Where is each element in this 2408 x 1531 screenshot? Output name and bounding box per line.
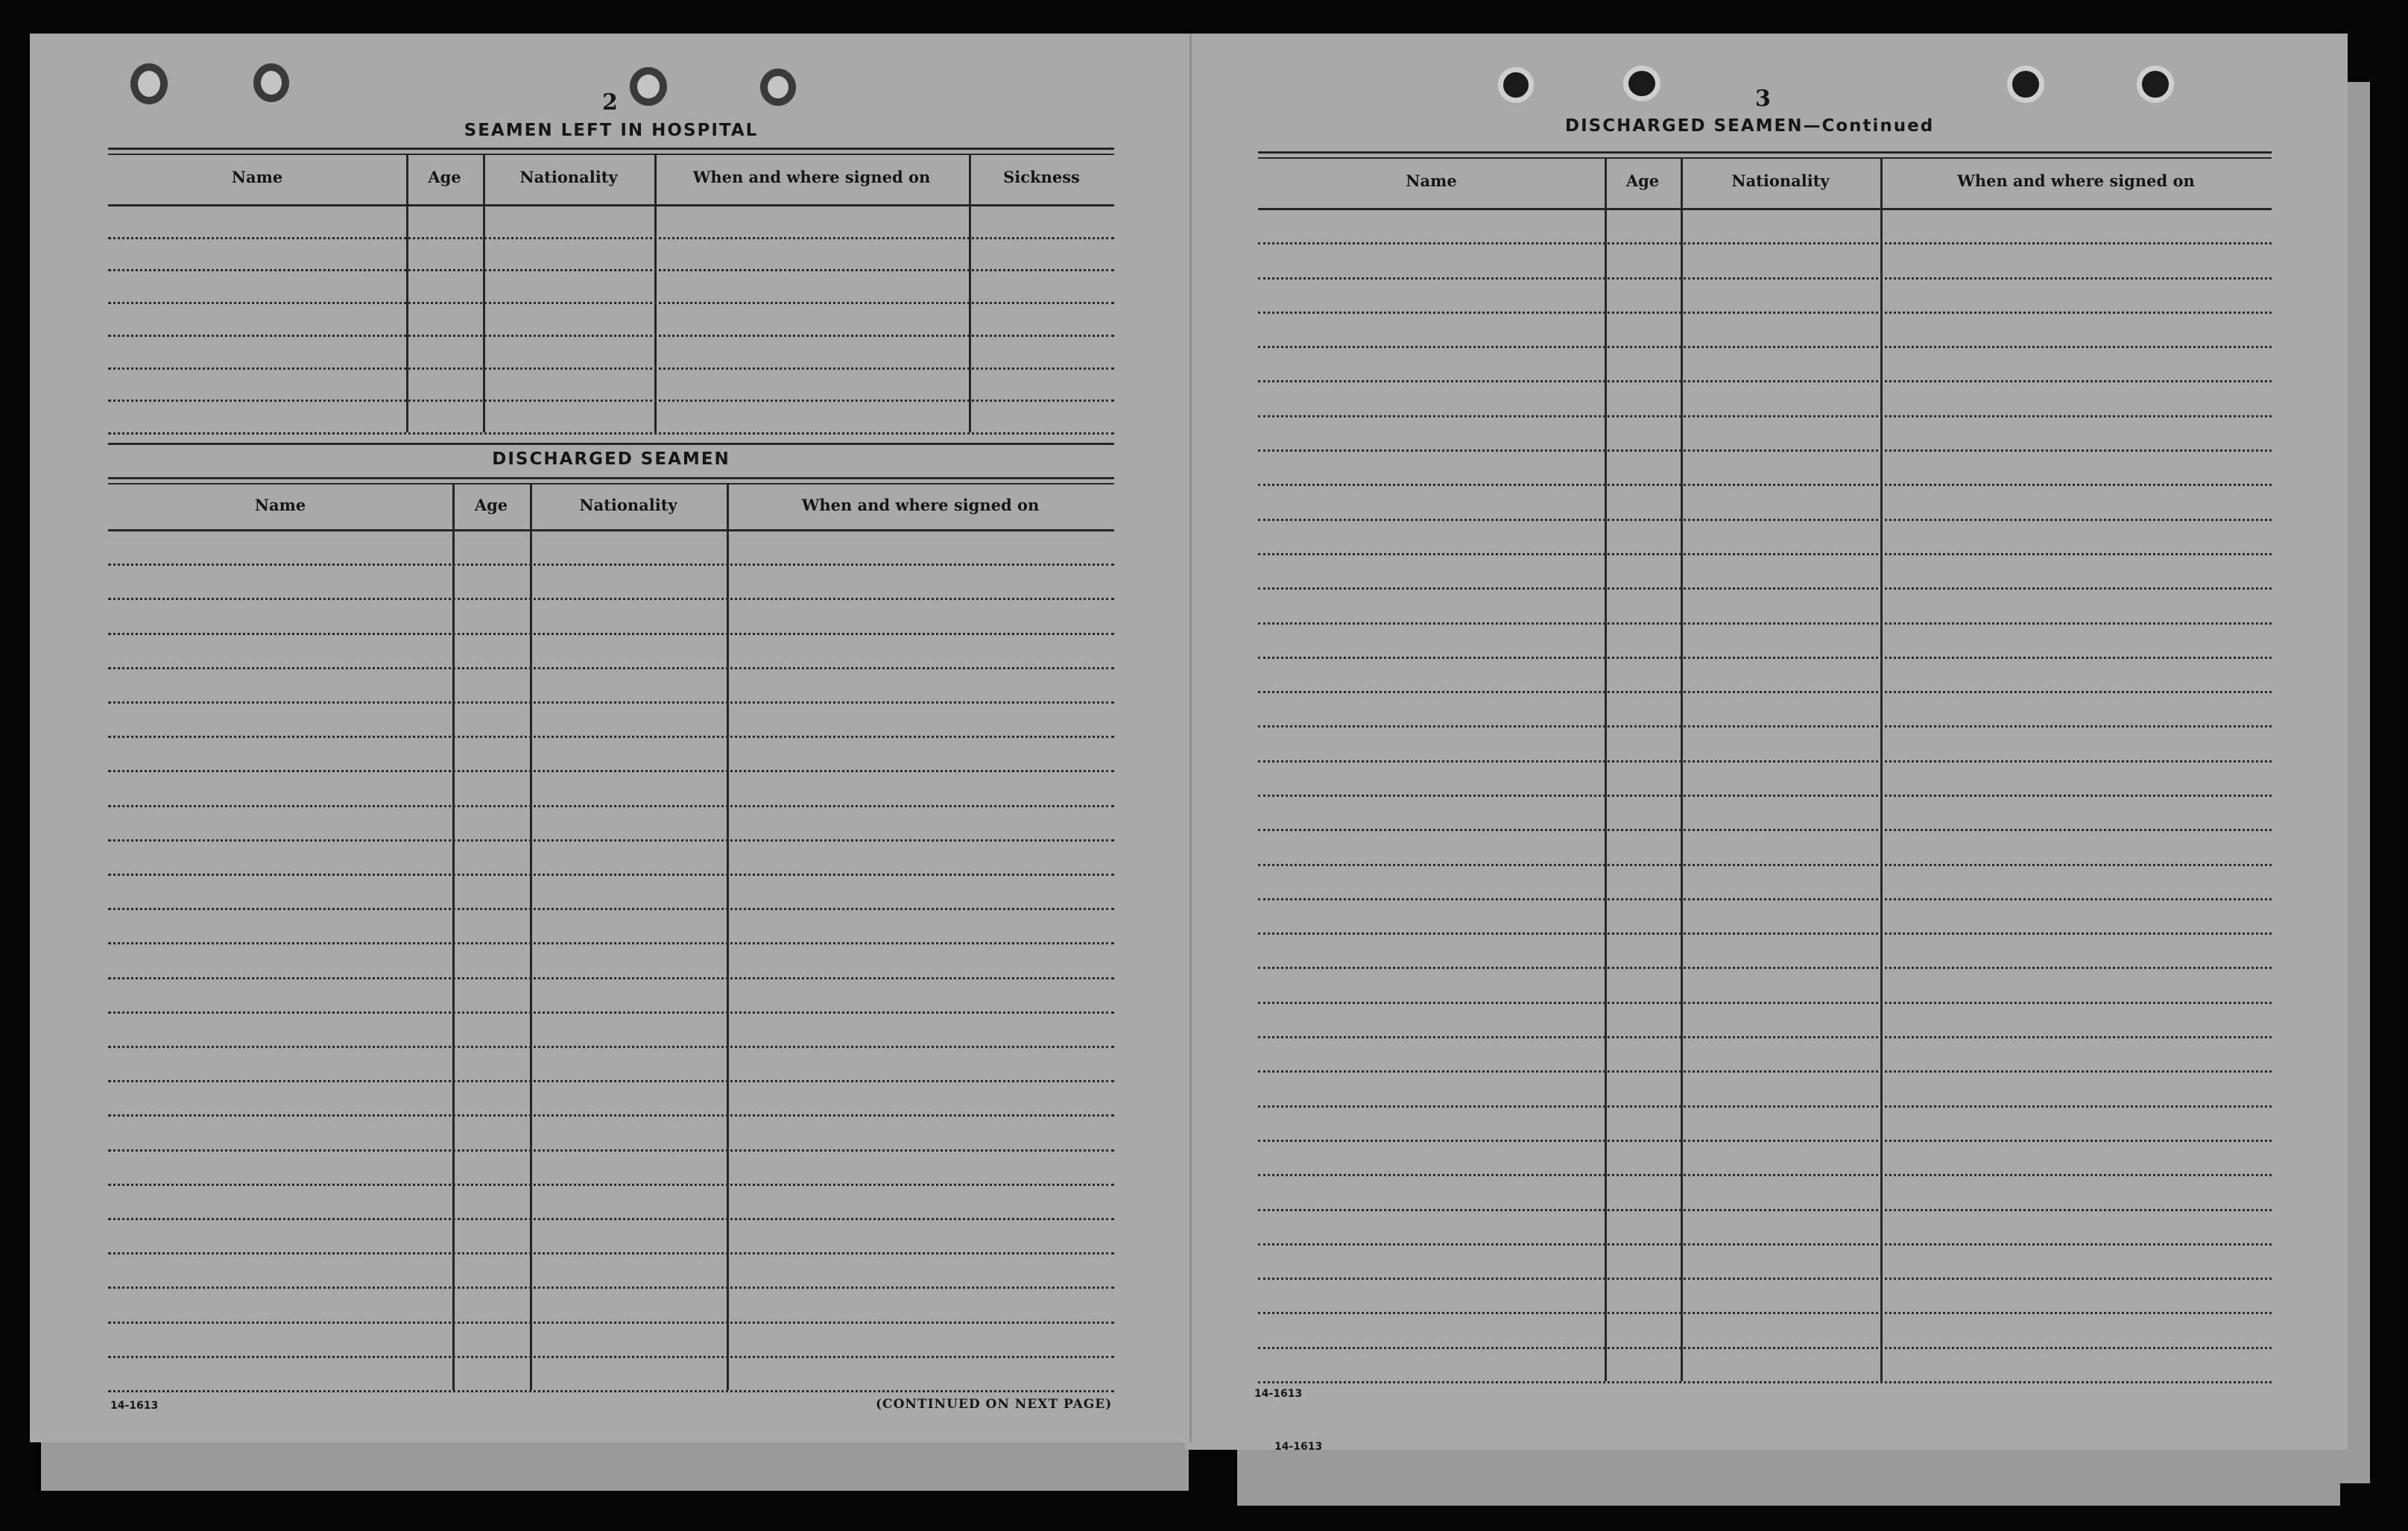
table-row	[108, 701, 1114, 704]
table-row	[108, 805, 1114, 807]
table-row	[108, 874, 1114, 876]
table-row	[1258, 622, 2272, 625]
underlay-form-number: 14-1613	[1274, 1441, 1323, 1453]
table-row	[108, 667, 1114, 669]
table-row	[108, 1287, 1114, 1289]
page-fold	[1189, 34, 1192, 1442]
table-row	[108, 633, 1114, 635]
table-top-rule	[108, 148, 1114, 150]
table-row	[108, 335, 1114, 337]
table-row	[1258, 1347, 2272, 1349]
table-row	[108, 237, 1114, 239]
table-row	[1258, 415, 2272, 417]
column-header: Sickness	[1003, 167, 1080, 186]
table-row	[1258, 380, 2272, 382]
punch-hole-2	[253, 63, 289, 102]
section-title-discharged-continued: DISCHARGED SEAMEN—Continued	[1565, 116, 1935, 136]
table-row	[1258, 1174, 2272, 1176]
table-row	[108, 1356, 1114, 1358]
table-row	[108, 770, 1114, 772]
table-top-rule	[1258, 151, 2272, 154]
section-title-discharged: DISCHARGED SEAMEN	[492, 449, 730, 469]
table-row	[108, 302, 1114, 304]
table-row	[1258, 1381, 2272, 1383]
table-row	[1258, 932, 2272, 935]
table-row	[1258, 553, 2272, 555]
column-divider	[1605, 157, 1607, 1381]
column-header: Nationality	[1731, 171, 1830, 190]
punch-hole-8	[2137, 66, 2174, 103]
table-row	[108, 269, 1114, 271]
table-row	[1258, 587, 2272, 590]
table-row	[108, 400, 1114, 402]
table-row	[1258, 1070, 2272, 1073]
table-top-rule	[108, 477, 1114, 479]
punch-hole-6	[1623, 66, 1660, 101]
column-divider	[1880, 157, 1883, 1381]
table-row	[108, 1184, 1114, 1186]
column-divider	[654, 154, 657, 432]
form-number-left: 14-1613	[110, 1400, 159, 1412]
table-row	[108, 977, 1114, 979]
table-row	[108, 367, 1114, 370]
punch-hole-5	[1498, 67, 1534, 103]
column-divider	[406, 154, 408, 432]
punch-hole-3	[630, 67, 667, 106]
column-divider	[483, 154, 485, 432]
page-number-right: 3	[1755, 86, 1771, 112]
table-row	[108, 1114, 1114, 1117]
table-row	[108, 1046, 1114, 1048]
table-row	[1258, 519, 2272, 521]
table-row	[108, 1149, 1114, 1152]
table-row	[1258, 829, 2272, 831]
column-header: When and where signed on	[1957, 171, 2195, 190]
table-row	[1258, 1209, 2272, 1211]
column-header: Name	[1406, 171, 1457, 190]
column-header: Nationality	[579, 495, 677, 514]
discharged-continued-table	[1258, 151, 2272, 1381]
table-row	[108, 736, 1114, 738]
column-divider	[969, 154, 971, 432]
column-header: When and where signed on	[801, 495, 1040, 514]
hospital-table	[108, 148, 1114, 432]
table-row	[1258, 312, 2272, 314]
table-row	[108, 564, 1114, 566]
table-row	[1258, 1036, 2272, 1038]
punch-hole-7	[2007, 66, 2044, 103]
table-header-rule	[108, 529, 1114, 531]
table-row	[1258, 795, 2272, 797]
table-row	[108, 1252, 1114, 1254]
table-row	[1258, 242, 2272, 244]
column-header: When and where signed on	[692, 167, 931, 186]
underlying-sheet-left	[41, 1439, 1189, 1491]
table-row	[108, 1390, 1114, 1392]
table-row	[108, 839, 1114, 842]
table-row	[1258, 725, 2272, 727]
table-row	[1258, 484, 2272, 486]
table-row	[108, 598, 1114, 600]
table-row	[108, 1011, 1114, 1014]
column-header: Name	[254, 495, 306, 514]
table-row	[108, 1080, 1114, 1082]
discharged-table	[108, 477, 1114, 1390]
section-title-hospital: SEAMEN LEFT IN HOSPITAL	[464, 121, 759, 140]
table-row	[1258, 277, 2272, 280]
column-header: Age	[474, 495, 508, 514]
table-row	[1258, 898, 2272, 900]
column-header: Age	[428, 167, 461, 186]
column-divider	[1681, 157, 1683, 1381]
form-number-right: 14-1613	[1254, 1388, 1303, 1400]
column-header: Nationality	[519, 167, 618, 186]
table-row	[1258, 760, 2272, 763]
table-row	[1258, 346, 2272, 348]
table-bottom-rule	[108, 443, 1114, 445]
table-row	[108, 1218, 1114, 1220]
table-row	[1258, 1243, 2272, 1246]
table-row	[1258, 1002, 2272, 1004]
table-row	[1258, 1278, 2272, 1280]
table-row	[1258, 1140, 2272, 1142]
table-top-rule-2	[1258, 157, 2272, 159]
page-number-left: 2	[602, 89, 618, 116]
table-top-rule-2	[108, 154, 1114, 155]
table-row	[1258, 967, 2272, 969]
table-row	[108, 1322, 1114, 1324]
punch-hole-4	[760, 69, 796, 106]
table-row	[108, 432, 1114, 435]
table-row	[1258, 691, 2272, 693]
table-row	[1258, 864, 2272, 866]
table-header-rule	[1258, 208, 2272, 210]
column-header: Name	[231, 167, 283, 186]
table-row	[1258, 1312, 2272, 1314]
table-row	[1258, 1105, 2272, 1108]
table-row	[108, 942, 1114, 944]
table-row	[108, 908, 1114, 910]
table-row	[1258, 657, 2272, 659]
table-top-rule-2	[108, 483, 1114, 484]
continued-note: (CONTINUED ON NEXT PAGE)	[876, 1397, 1113, 1412]
table-row	[1258, 449, 2272, 452]
column-header: Age	[1625, 171, 1660, 190]
table-header-rule	[108, 204, 1114, 206]
punch-hole-1	[130, 63, 168, 104]
